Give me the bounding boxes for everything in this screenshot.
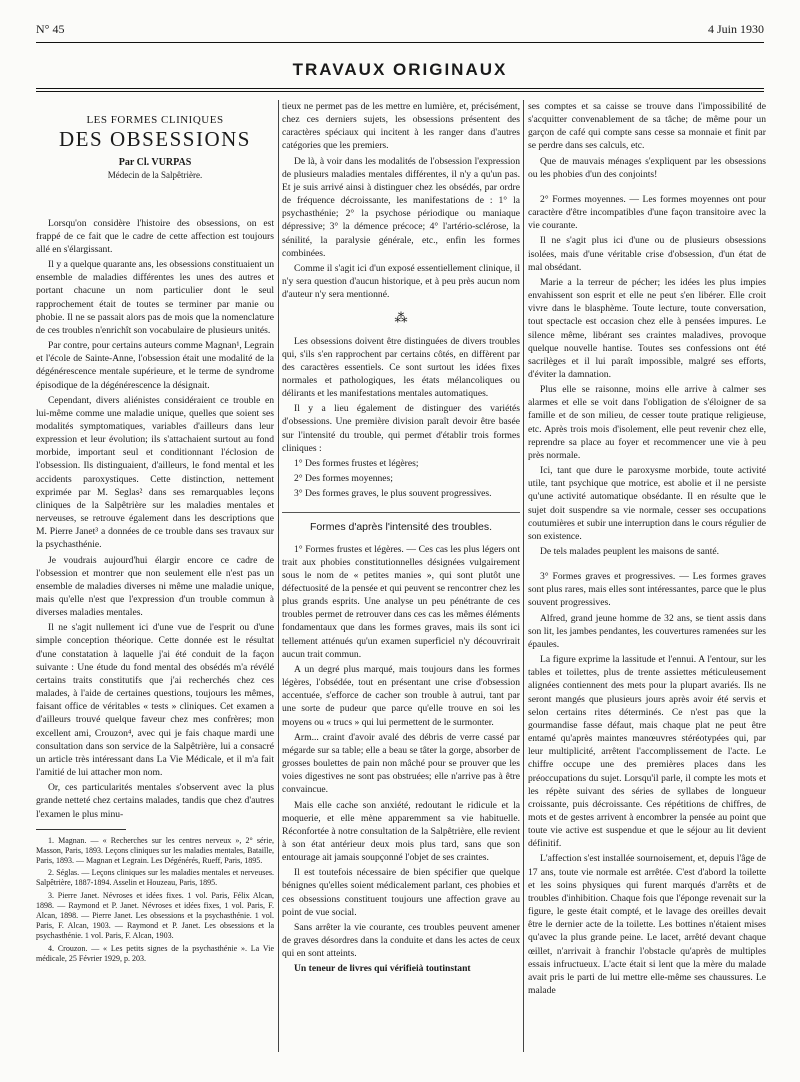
paragraph: Ici, tant que dure le paroxysme morbide, toute activité utile, tant psychique que motrice, est abolie et il ne persiste qu'une activité automatique obsédante. Il en résulte que le sujet doit suspendre sa vie normale, cesser ses occupations coutumières et subir une interruption dans le cours régulier de son existence. <box>528 465 766 542</box>
paragraph: Il ne s'agit plus ici d'une ou de plusieurs obsessions isolées, mais d'une véritable crise d'obsession, d'un état de mal obsédant. <box>528 235 766 273</box>
list-item: 1° Des formes frustes et légères; <box>294 457 419 469</box>
paragraph: Or, ces particularités mentales s'observent avec la plus grande netteté chez certains malades, tandis que chez d'autres l'examen le plus minu- <box>36 782 274 820</box>
paragraph: Il y a lieu également de distinguer des variétés d'obsessions. Une première division paraît devoir être basée sur l'intensité du trouble, qui permet d'établir trois formes cliniques : <box>282 403 520 454</box>
subheading: Formes d'après l'intensité des troubles. <box>282 512 520 534</box>
footnote: 1. Magnan. — « Recherches sur les centres nerveux », 2° série, Masson, Paris, 1893. Leçons cliniques sur les maladies mentales, Bataille, Paris, 1893. — Magnan et Legrain. Les Dégénérés, Rueff, Paris, 1895. <box>36 835 274 866</box>
paragraph: Arm... craint d'avoir avalé des débris de verre cassé par mégarde sur sa table; elle a beau se tâter la gorge, absorber de grosses boulettes de pain non mâché pour se prouver que les voies digestives ne sont pas obstruées; elle n'arrive pas à être convaincue. <box>282 731 520 796</box>
article-supra-title: LES FORMES CLINIQUES <box>86 114 224 126</box>
paragraph: Je voudrais aujourd'hui élargir encore ce cadre de l'obsession et montrer que non seulement elle n'est pas un ensemble de maladies diverses ni même une maladie unique, mais qu'elle n'est que l'expression d'un trouble commun à diverses maladies mentales. <box>36 554 274 619</box>
header-rule <box>36 42 764 43</box>
column-1 <box>36 100 274 966</box>
paragraph: Mais elle cache son anxiété, redoutant le ridicule et la moquerie, et elle mène apparemment sa vie habituelle. Réconfortée à notre consultation de la Salpêtrière, elle revient à son état antérieur deux mois plus tard, sans que son entourage ait jamais soupçonné l'objet de ses craintes. <box>282 799 520 864</box>
paragraph: Il y a quelque quarante ans, les obsessions constituaient un ensemble de maladies différentes les unes des autres et portant chacune un nom particulier dont le seul rapprochement était de toutes se terminer par manie ou phobie. Il ne se passait alors pas de mois que la nomenclature de ces troubles n'enrichît son vocabulaire de plusieurs unités. <box>36 259 274 336</box>
issue-date: 4 Juin 1930 <box>707 22 764 36</box>
section-break-asterism: ⁂ <box>394 310 408 326</box>
paragraph: Comme il s'agit ici d'un exposé essentiellement clinique, il n'y sera question d'aucun historique, et à peu près aucun nom d'auteur n'y sera mentionné. <box>282 262 520 301</box>
footnote: 2. Séglas. — Leçons cliniques sur les maladies mentales et nerveuses. Salpêtrière, 1887-1894. Asselin et Houzeau, Paris, 1895. <box>36 868 274 888</box>
section-rule-top <box>36 88 764 89</box>
paragraph: Il ne s'agit nullement ici d'une vue de l'esprit ou d'une simple conception théorique. Cette donnée est le résultat d'une constatation à laquelle j'ai été conduit de la façon suivante : Une étude du fond mental des obsédés m'a révélé certains traits constitutifs que j'ai recherchés chez ces malades, à l'aide de certaines questions, toujours les mêmes, faisant office de véritables « tests » cliniques. Cet examen a d'ailleurs trouvé quelque faveur chez mes confrères; mon excellent ami, Crouzon⁴, avec qui je fais chaque mardi une consultation dans son service de la Salpêtrière, lui a consacré un article très intéressant dans La Vie Médicale, et il m'a fait l'amitié de lui attacher mon nom. <box>36 622 274 779</box>
article-author: Par Cl. VURPAS <box>118 157 192 169</box>
paragraph: ses comptes et sa caisse se trouve dans l'impossibilité de s'acquitter convenablement de sa tâche; de même pour un garçon de café qui compte sans cesse sa monnaie et finit par se perdre dans ses calculs, etc. <box>528 101 766 152</box>
footnote: 4. Crouzon. — « Les petits signes de la psychasthénie ». La Vie médicale, 25 Février 1929, p. 203. <box>36 943 274 963</box>
list-item: 2° Des formes moyennes; <box>294 473 393 485</box>
author-affiliation: Médecin de la Salpêtrière. <box>107 170 203 181</box>
paragraph: Les obsessions doivent être distinguées de divers troubles qui, s'ils s'en rapprochent par certains côtés, en diffèrent par des caractères essentiels. Ce sont surtout les idées fixes normales et pathologiques, les états mélancoliques ou délirants et les manifestations mentales automatiques. <box>282 335 520 400</box>
column-separator <box>278 100 279 1052</box>
footnote-rule <box>36 829 126 830</box>
paragraph: Que de mauvais ménages s'expliquent par les obsessions ou les phobies d'un des conjoints! <box>528 155 766 180</box>
paragraph: 3° Formes graves et progressives. — Les formes graves sont plus rares, mais elles sont intéressantes, parce que le plus souvent progressives. <box>528 571 766 609</box>
paragraph: tieux ne permet pas de les mettre en lumière, et, précisément, chez ces derniers sujets, les obsessions présentent des caractères spéciaux qui incitent à les ranger dans d'autres catégories que les premiers. <box>282 101 520 152</box>
paragraph: De là, à voir dans les modalités de l'obsession l'expression de plusieurs maladies mentales différentes, il n'y a qu'un pas. Et je suis arrivé ainsi à distinguer chez les obsédés, par ordre de fréquence décroissante, les manifestations de : 1° la psychasthénie; 2° la psychose périodique ou maniaque dépressive; 3° la démence précoce; 4° l'artério-sclérose, la sénilité, la paralysie générale, etc., enfin les formes combinées. <box>282 155 520 259</box>
paragraph: Par contre, pour certains auteurs comme Magnan¹, Legrain et l'école de Sainte-Anne, l'obsession était une modalité de la dégénérescence mentale supérieure, et le terme de syndrome épisodique de la dégénérescence la désignait. <box>36 340 274 391</box>
paragraph: La figure exprime la lassitude et l'ennui. A l'entour, sur les tables et toilettes, plus de trente assiettes méticuleusement alignées contiennent des mets pour la plupart avariés. Ils ne seront mangés que plusieurs jours après avoir été servis et selon certains rites déterminés. Ce n'est pas que la gourmandise fasse défaut, mais chaque plat ne peut être entamé qu'après maintes manœuvres stéréotypées qui, par leur multiplicité, arrêtent l'accomplissement de l'acte. Le chiffre occupe une des premières places dans les préoccupations du sujet. Lorsqu'il parle, il compte les mots et les répète suivant des séries de syllabes de longueur croissante, puis décroissante. Ces répétitions de chiffres, de mots et de gestes arrivent à encombrer la pensée au point que toute vie active est suspendue et que le séjour au lit devient définitif. <box>528 654 766 850</box>
paragraph: De tels malades peuplent les maisons de santé. <box>540 546 720 557</box>
column-3 <box>528 100 766 999</box>
paragraph: Un teneur de livres qui vérifieià toutinstant <box>294 963 471 975</box>
paragraph: Marie a la terreur de pécher; les idées les plus impies envahissent son esprit et elle ne peut s'en libérer. Elle croit vivre dans le blasphème. Toute lecture, toute conversation, tout spectacle est occasion chez elle à pensées impures. Le silence même, libérant ses craintes maladives, provoque quelque nouvelle hantise. Toutes ses confessions ont été sacrilèges et il lui paraît impossible, malgré ses efforts, d'éviter la damnation. <box>528 276 766 380</box>
column-2 <box>282 100 520 978</box>
paragraph: 1° Formes frustes et légères. — Ces cas les plus légers ont trait aux phobies constitutionnelles désignées vulgairement sous le nom de « petites manies », qui sont plutôt une défectuosité de la pensée et qui peuvent se rencontrer chez les plus grands esprits. Une analyse un peu pénétrante de ces troubles permet de retrouver dans ces cas les mêmes éléments fondamentaux que dans les formes graves, mais ils sont ici tellement atténués qu'un examen superficiel n'y découvrirait aucun trait commun. <box>282 543 520 660</box>
issue-number: N° 45 <box>36 22 65 36</box>
list-item: 3° Des formes graves, le plus souvent progressives. <box>294 488 492 500</box>
paragraph: Cependant, divers aliénistes considéraient ce trouble en lui-même comme une maladie unique, quelles que soient ses modalités symptomatiques, variables d'ailleurs dans leur expression et leur évolution; ils s'attachaient surtout au fond morbide, important seul et conditionnant l'éclosion de l'obsession. Ils distinguaient, d'ailleurs, le fond mental et les accidents paroxystiques. Cette distinction, nettement exprimée par M. Seglas² dans ses remarquables leçons cliniques de la Salpêtrière sur les maladies mentales et nerveuses, se retrouve également dans les descriptions que M. Pierre Janet³ a données de ce trouble dans ses travaux sur la psychasthénie. <box>36 394 274 551</box>
paragraph: Sans arrêter la vie courante, ces troubles peuvent amener de graves désordres dans la conduite et dans les actes de ceux qui en sont atteints. <box>282 921 520 960</box>
paragraph: 2° Formes moyennes. — Les formes moyennes ont pour caractère d'être incompatibles d'une façon transitoire avec la vie courante. <box>528 193 766 232</box>
article-title: DES OBSESSIONS <box>59 127 251 152</box>
paragraph: L'affection s'est installée sournoisement, et, depuis l'âge de 17 ans, toute vie normale est arrêtée. C'est d'abord la toilette et les soins physiques qui furent marqués d'arrêts et de troubles d'inhibition. Chaque fois que l'éponge revenait sur la figure, le geste était compté, et le lavage des oreilles devait être le dernier acte de la toilette. Les bottines n'étaient mises qu'avec la plus grande peine. Le lacet, arrêté devant chaque œillet, n'arrivait à franchir l'obstacle qu'après de multiples essais infructueux. L'acte était si lent que la mère du malade avait pris le parti de lui mettre elle-même ses chaussures. Le malade <box>528 853 766 996</box>
paragraph: Il est toutefois nécessaire de bien spécifier que quelque bénignes qu'elles soient médicalement parlant, ces phobies et ces obsessions constituent toujours une affection grave au point de vue social. <box>282 867 520 918</box>
section-title: TRAVAUX ORIGINAUX <box>292 60 508 79</box>
section-rule-bottom <box>36 91 764 92</box>
footnote: 3. Pierre Janet. Névroses et idées fixes. 1 vol. Paris, Félix Alcan, 1898. — Raymond et P. Janet. Névroses et idées fixes, 1 vol. Paris, F. Alcan, 1898. — Pierre Janet. Les obsessions et la psychasthénie. 1 vol. Paris, F. Alcan, 1903. — Raymond et P. Janet. Les obsessions et la psychasthénie. 1 vol. Paris, F. Alcan, 1903. <box>36 890 274 941</box>
paragraph: Plus elle se raisonne, moins elle arrive à calmer ses alarmes et elle se voit dans l'obligation de s'éloigner de sa famille et de son milieu, de cesser toute pratique religieuse, etc. Après trois mois d'isolement, elle peut revenir chez elle, reprendre sa place au foyer et recommencer une vie à peu près normale. <box>528 384 766 461</box>
paragraph: Lorsqu'on considère l'histoire des obsessions, on est frappé de ce fait que le cadre de cette affection est toujours allé en s'élargissant. <box>36 217 274 255</box>
paragraph: A un degré plus marqué, mais toujours dans les formes légères, l'obsédée, tout en présentant une crise d'obsession accentuée, s'efforce de cacher son trouble à autrui, tant par une sorte de pudeur que parce qu'elle trouve en soi les moyens ou « trucs » qui lui permettent de le surmonter. <box>282 663 520 728</box>
column-separator <box>523 100 524 1052</box>
paragraph: Alfred, grand jeune homme de 32 ans, se tient assis dans son lit, les jambes pendantes, les couvertures ramenées sur les épaules. <box>528 612 766 650</box>
